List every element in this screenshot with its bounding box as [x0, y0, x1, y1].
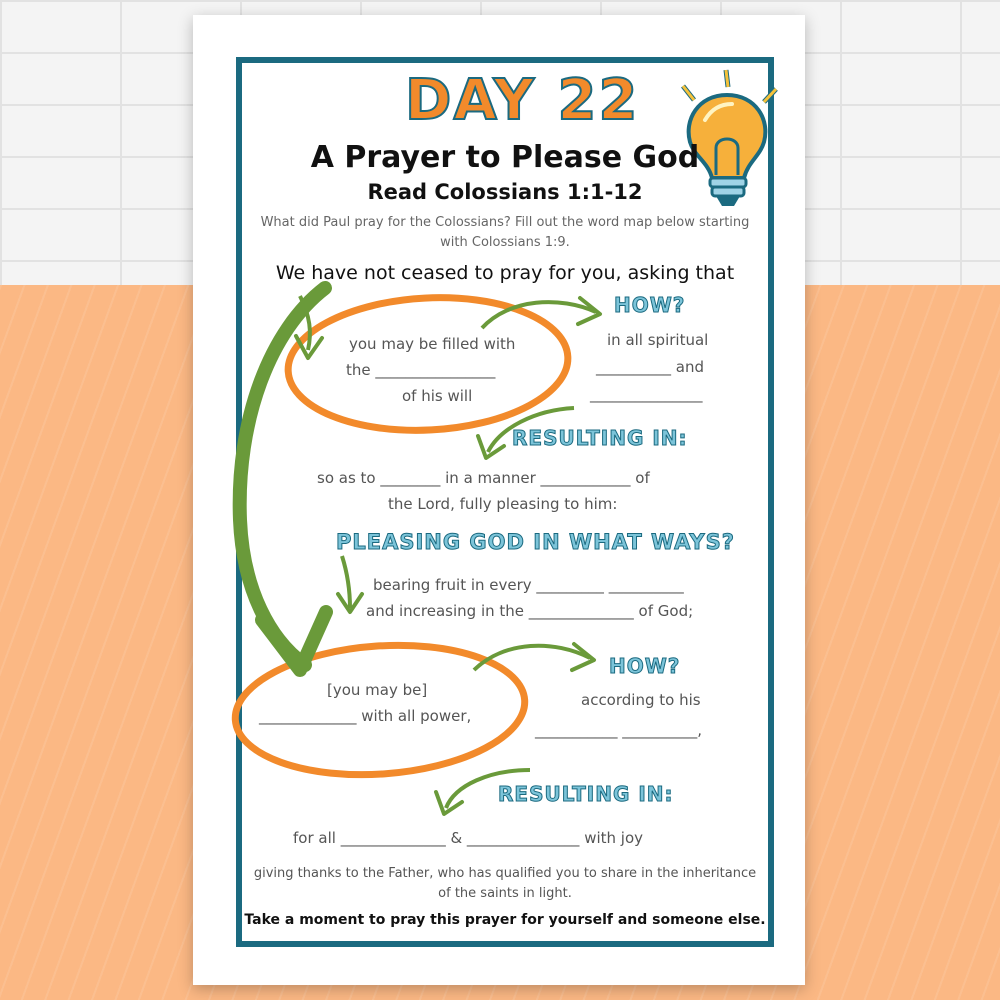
arrow-icon [240, 288, 326, 670]
oval1-line1: you may be filled with [349, 335, 516, 353]
how1-line2: __________ and [596, 358, 704, 376]
result1-line2: the Lord, fully pleasing to him: [388, 495, 618, 513]
pleasing-line2: and increasing in the ______________ of God; [366, 602, 694, 620]
how-label-1: HOW? [614, 293, 686, 317]
oval1-line2: the ________________ [346, 361, 496, 379]
oval2-line2: _____________ with all power, [259, 707, 472, 725]
how1-line3: _______________ [590, 385, 703, 403]
pleasing-god-label: PLEASING GOD IN WHAT WAYS? [336, 530, 735, 554]
oval1-line3: of his will [402, 387, 473, 405]
oval2-line1: [you may be] [327, 681, 428, 699]
result1-line1: so as to ________ in a manner ____________ of [317, 469, 650, 487]
instructions: What did Paul pray for the Colossians? Fill out the word map below starting with Colossians 1:9. [260, 215, 750, 250]
resulting-label-2: RESULTING IN: [498, 782, 674, 806]
pleasing-line1: bearing fruit in every _________ __________ [373, 576, 684, 594]
thanks-text: giving thanks to the Father, who has qualified you to share in the inheritance of the saints in light. [253, 866, 757, 901]
scripture-reading: Read Colossians 1:1-12 [367, 180, 643, 204]
page-title: A Prayer to Please God [310, 140, 700, 175]
day-title: DAY 22 [405, 68, 640, 133]
how-label-2: HOW? [609, 654, 681, 678]
result2-line: for all ______________ & _______________ with joy [293, 829, 644, 847]
how2-line1: according to his [581, 691, 701, 709]
how2-line2: ___________ __________, [535, 721, 703, 739]
how1-line1: in all spiritual [607, 331, 709, 349]
resulting-label-1: RESULTING IN: [512, 426, 688, 450]
lead-line: We have not ceased to pray for you, asking that [275, 262, 735, 284]
closing-instruction: Take a moment to pray this prayer for yourself and someone else. [244, 912, 766, 928]
